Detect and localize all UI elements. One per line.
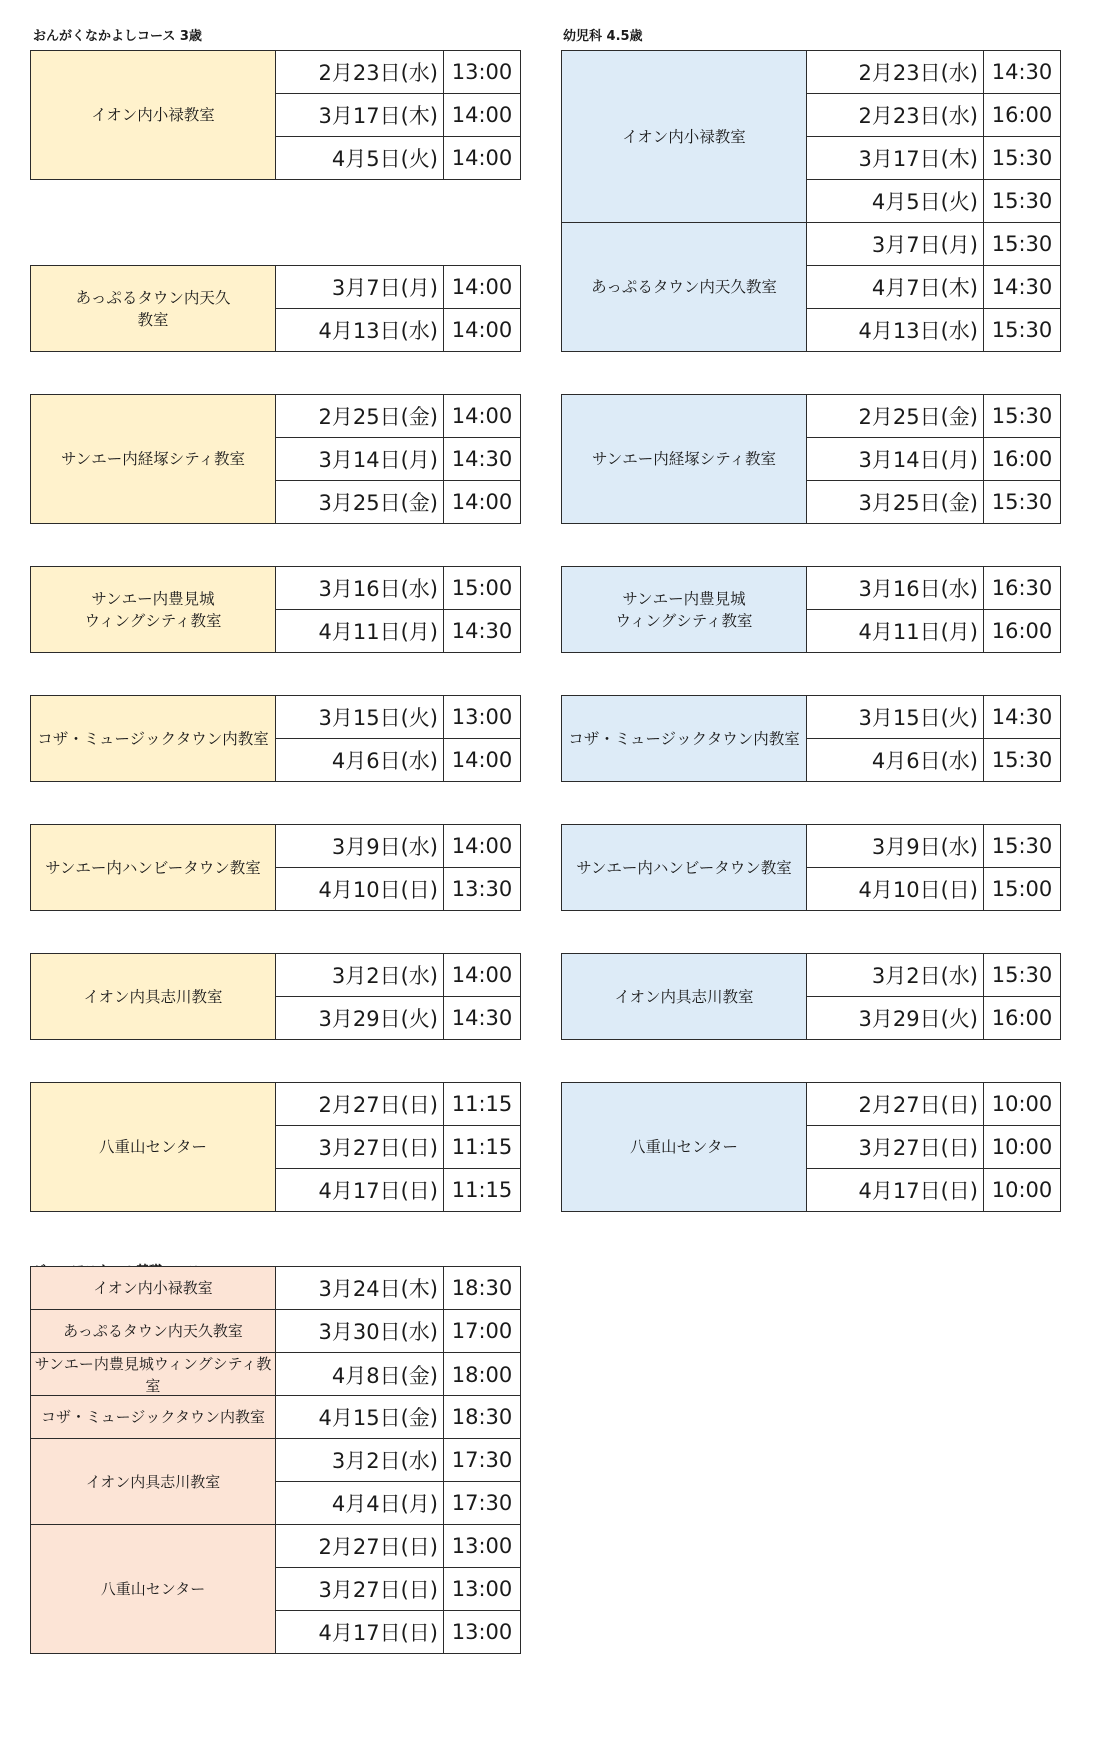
venue-name: イオン内小禄教室 xyxy=(91,106,215,124)
venue-cell xyxy=(31,1439,276,1525)
table-row xyxy=(562,51,1061,94)
table-row xyxy=(31,1083,521,1126)
lesson-time: 18:30 xyxy=(444,1396,521,1439)
lesson-date: 3月25日(金) xyxy=(276,481,444,524)
lesson-time: 14:30 xyxy=(444,997,521,1040)
lesson-time: 14:00 xyxy=(444,739,521,782)
table-row xyxy=(562,223,1061,266)
table-row xyxy=(562,825,1061,868)
lesson-date: 2月27日(日) xyxy=(276,1083,444,1126)
lesson-time: 14:00 xyxy=(444,825,521,868)
lesson-date: 3月9日(水) xyxy=(807,825,984,868)
venue-name: イオン内具志川教室 xyxy=(83,987,223,1006)
lesson-date: 4月5日(火) xyxy=(276,137,444,180)
lesson-time: 14:30 xyxy=(984,51,1061,94)
lesson-time: 15:30 xyxy=(984,825,1061,868)
lesson-date: 3月2日(水) xyxy=(276,1439,444,1482)
venue-cell xyxy=(562,51,807,223)
venue-name: コザ・ミュージックタウン内教室 xyxy=(37,729,269,748)
lesson-date: 3月17日(木) xyxy=(807,137,984,180)
lesson-time: 15:30 xyxy=(984,223,1061,266)
lesson-date: 3月27日(日) xyxy=(276,1568,444,1611)
lesson-date: 4月7日(木) xyxy=(807,266,984,309)
lesson-date: 4月10日(日) xyxy=(276,868,444,911)
venue-cell xyxy=(31,1310,276,1353)
lesson-time: 15:30 xyxy=(984,954,1061,997)
schedule-block xyxy=(30,566,521,653)
table-row xyxy=(31,1439,521,1482)
lesson-time: 13:30 xyxy=(444,868,521,911)
venue-name: あっぷるタウン内天久教室 xyxy=(591,278,777,296)
table-row xyxy=(562,567,1061,610)
lesson-date: 2月25日(金) xyxy=(276,395,444,438)
lesson-time: 14:30 xyxy=(984,266,1061,309)
schedule-block xyxy=(30,1266,521,1310)
venue-name: サンエー内経塚シティ教室 xyxy=(592,450,776,468)
lesson-date: 3月7日(月) xyxy=(807,223,984,266)
lesson-time: 16:30 xyxy=(984,567,1061,610)
lesson-date: 4月17日(日) xyxy=(807,1169,984,1212)
venue-cell xyxy=(31,567,276,653)
venue-name: 八重山センター xyxy=(100,1580,206,1598)
schedule-block xyxy=(561,50,1061,223)
venue-name: コザ・ミュージックタウン内教室 xyxy=(40,1408,266,1426)
lesson-time: 14:00 xyxy=(444,481,521,524)
table-row xyxy=(562,954,1061,997)
lesson-date: 3月16日(水) xyxy=(276,567,444,610)
venue-name: 教室 xyxy=(137,310,169,329)
table-row xyxy=(31,1310,521,1353)
lesson-time: 13:00 xyxy=(444,1525,521,1568)
lesson-time: 10:00 xyxy=(984,1083,1061,1126)
lesson-time: 14:00 xyxy=(444,94,521,137)
schedule-block xyxy=(30,953,521,1040)
venue-cell xyxy=(31,954,276,1040)
lesson-date: 2月27日(日) xyxy=(807,1083,984,1126)
venue-cell xyxy=(31,1396,276,1439)
venue-cell xyxy=(31,825,276,911)
table-row xyxy=(31,825,521,868)
lesson-date: 4月11日(月) xyxy=(807,610,984,653)
lesson-date: 2月23日(水) xyxy=(276,51,444,94)
lesson-time: 14:00 xyxy=(444,266,521,309)
venue-name: イオン内具志川教室 xyxy=(614,987,754,1006)
lesson-date: 4月5日(火) xyxy=(807,180,984,223)
venue-cell xyxy=(31,1083,276,1212)
schedule-block xyxy=(561,566,1061,653)
lesson-date: 4月8日(金) xyxy=(276,1353,444,1398)
lesson-time: 15:30 xyxy=(984,309,1061,352)
lesson-time: 10:00 xyxy=(984,1169,1061,1212)
schedule-block xyxy=(30,50,521,180)
venue-name: サンエー内豊見城 xyxy=(622,589,746,608)
lesson-date: 3月29日(火) xyxy=(276,997,444,1040)
lesson-date: 3月16日(水) xyxy=(807,567,984,610)
lesson-time: 14:30 xyxy=(444,610,521,653)
lesson-date: 3月14日(月) xyxy=(807,438,984,481)
lesson-date: 3月15日(火) xyxy=(807,696,984,739)
section-title-45yo: 幼児科 4.5歳 xyxy=(563,29,643,44)
lesson-date: 2月23日(水) xyxy=(807,51,984,94)
lesson-date: 2月27日(日) xyxy=(276,1525,444,1568)
lesson-time: 15:00 xyxy=(984,868,1061,911)
schedule-block xyxy=(561,1082,1061,1212)
schedule-block xyxy=(30,1352,521,1398)
table-row xyxy=(31,266,521,309)
lesson-time: 17:00 xyxy=(444,1310,521,1353)
venue-cell xyxy=(31,1267,276,1310)
venue-name: サンエー内ハンビータウン教室 xyxy=(576,858,792,877)
venue-name: サンエー内豊見城 xyxy=(91,589,215,608)
table-row xyxy=(31,1525,521,1568)
schedule-block xyxy=(30,824,521,911)
section-title-3yo: おんがくなかよしコース 3歳 xyxy=(33,29,202,44)
venue-name: 八重山センター xyxy=(99,1138,207,1156)
lesson-time: 15:30 xyxy=(984,395,1061,438)
lesson-date: 3月15日(火) xyxy=(276,696,444,739)
table-row xyxy=(562,696,1061,739)
table-row xyxy=(31,567,521,610)
lesson-date: 4月4日(月) xyxy=(276,1482,444,1525)
lesson-date: 3月2日(水) xyxy=(276,954,444,997)
venue-cell xyxy=(562,954,807,1040)
lesson-time: 14:30 xyxy=(444,438,521,481)
lesson-time: 14:00 xyxy=(444,309,521,352)
venue-cell xyxy=(562,696,807,782)
lesson-time: 13:00 xyxy=(444,1568,521,1611)
lesson-date: 4月15日(金) xyxy=(276,1396,444,1439)
schedule-block xyxy=(30,265,521,352)
venue-name: イオン内小禄教室 xyxy=(622,127,746,146)
schedule-block xyxy=(561,695,1061,782)
venue-cell xyxy=(562,395,807,524)
table-row xyxy=(31,395,521,438)
lesson-time: 14:00 xyxy=(444,137,521,180)
schedule-block xyxy=(30,695,521,782)
lesson-date: 4月6日(水) xyxy=(807,739,984,782)
lesson-time: 13:00 xyxy=(444,51,521,94)
lesson-date: 4月17日(日) xyxy=(276,1169,444,1212)
table-row xyxy=(31,1353,521,1398)
lesson-time: 14:00 xyxy=(444,954,521,997)
venue-name: コザ・ミュージックタウン内教室 xyxy=(568,729,800,748)
venue-name: サンエー内経塚シティ教室 xyxy=(61,450,245,468)
schedule-block xyxy=(30,1524,521,1654)
lesson-time: 15:00 xyxy=(444,567,521,610)
lesson-date: 2月23日(水) xyxy=(807,94,984,137)
venue-cell xyxy=(562,567,807,653)
lesson-time: 13:00 xyxy=(444,696,521,739)
schedule-block xyxy=(30,394,521,524)
lesson-date: 3月17日(木) xyxy=(276,94,444,137)
lesson-time: 11:15 xyxy=(444,1083,521,1126)
lesson-time: 18:30 xyxy=(444,1267,521,1310)
table-row xyxy=(31,51,521,94)
lesson-date: 4月13日(水) xyxy=(807,309,984,352)
lesson-date: 4月6日(水) xyxy=(276,739,444,782)
schedule-block xyxy=(561,953,1061,1040)
schedule-block xyxy=(30,1309,521,1353)
venue-cell xyxy=(31,1525,276,1654)
lesson-time: 16:00 xyxy=(984,94,1061,137)
venue-name: あっぷるタウン内天久 xyxy=(75,288,231,307)
schedule-block xyxy=(561,394,1061,524)
lesson-time: 11:15 xyxy=(444,1126,521,1169)
venue-name: 八重山センター xyxy=(630,1138,738,1156)
venue-cell xyxy=(562,825,807,911)
lesson-date: 3月30日(水) xyxy=(276,1310,444,1353)
table-row xyxy=(562,1083,1061,1126)
lesson-time: 16:00 xyxy=(984,997,1061,1040)
venue-cell xyxy=(31,395,276,524)
lesson-date: 3月9日(水) xyxy=(276,825,444,868)
lesson-date: 3月29日(火) xyxy=(807,997,984,1040)
lesson-date: 4月11日(月) xyxy=(276,610,444,653)
lesson-time: 16:00 xyxy=(984,610,1061,653)
venue-name: イオン内小禄教室 xyxy=(93,1279,213,1297)
table-row xyxy=(562,395,1061,438)
lesson-time: 18:00 xyxy=(444,1353,521,1398)
venue-name: サンエー内豊見城ウィングシティ教室 xyxy=(34,1355,272,1395)
venue-name: ウィングシティ教室 xyxy=(84,611,222,630)
venue-name: イオン内具志川教室 xyxy=(85,1472,221,1491)
schedule-block xyxy=(30,1438,521,1525)
lesson-time: 15:30 xyxy=(984,481,1061,524)
lesson-time: 16:00 xyxy=(984,438,1061,481)
lesson-date: 3月2日(水) xyxy=(807,954,984,997)
lesson-time: 10:00 xyxy=(984,1126,1061,1169)
venue-name: ウィングシティ教室 xyxy=(615,611,753,630)
lesson-time: 13:00 xyxy=(444,1611,521,1654)
lesson-date: 4月10日(日) xyxy=(807,868,984,911)
venue-cell xyxy=(31,266,276,352)
lesson-time: 15:30 xyxy=(984,180,1061,223)
table-row xyxy=(31,1267,521,1310)
venue-name: サンエー内ハンビータウン教室 xyxy=(45,858,261,877)
venue-cell xyxy=(562,223,807,352)
lesson-time: 15:30 xyxy=(984,137,1061,180)
lesson-date: 2月25日(金) xyxy=(807,395,984,438)
venue-cell xyxy=(31,1353,276,1398)
lesson-date: 4月17日(日) xyxy=(276,1611,444,1654)
lesson-time: 17:30 xyxy=(444,1439,521,1482)
venue-name: あっぷるタウン内天久教室 xyxy=(63,1322,243,1341)
venue-cell xyxy=(562,1083,807,1212)
lesson-date: 4月13日(水) xyxy=(276,309,444,352)
lesson-date: 3月7日(月) xyxy=(276,266,444,309)
lesson-time: 14:00 xyxy=(444,395,521,438)
lesson-time: 14:30 xyxy=(984,696,1061,739)
venue-cell xyxy=(31,51,276,180)
lesson-time: 15:30 xyxy=(984,739,1061,782)
table-row xyxy=(31,954,521,997)
venue-cell xyxy=(31,696,276,782)
lesson-date: 3月14日(月) xyxy=(276,438,444,481)
lesson-date: 3月27日(日) xyxy=(276,1126,444,1169)
schedule-block xyxy=(561,824,1061,911)
lesson-date: 3月27日(日) xyxy=(807,1126,984,1169)
schedule-block xyxy=(30,1082,521,1212)
schedule-block xyxy=(561,222,1061,352)
table-row xyxy=(31,1396,521,1439)
schedule-block xyxy=(30,1395,521,1439)
lesson-time: 11:15 xyxy=(444,1169,521,1212)
lesson-date: 3月25日(金) xyxy=(807,481,984,524)
lesson-time: 17:30 xyxy=(444,1482,521,1525)
table-row xyxy=(31,696,521,739)
lesson-date: 3月24日(木) xyxy=(276,1267,444,1310)
